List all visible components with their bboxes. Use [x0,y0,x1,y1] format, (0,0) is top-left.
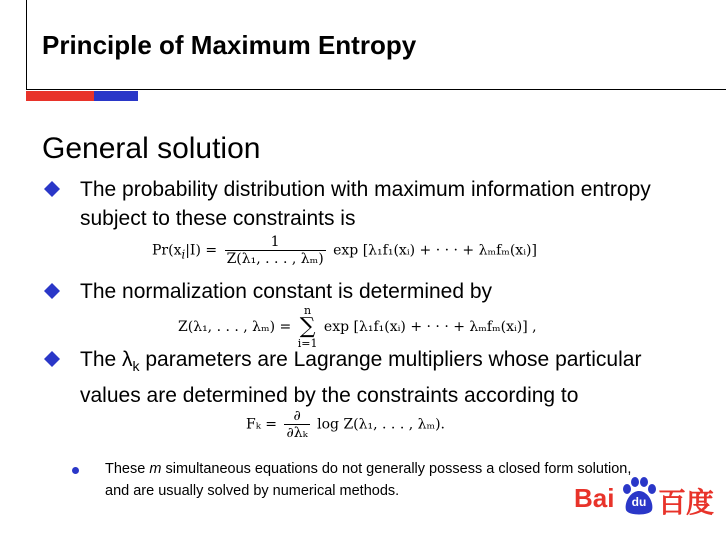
eq2-lhs: Z(λ₁, . . . , λₘ) = [178,319,292,335]
sum-lower: i=1 [297,337,318,350]
title-accent-blue [94,91,138,101]
logo-text-du: du [631,495,647,509]
eq1-numerator: 1 [225,234,326,251]
eq3-numerator: ∂ [284,408,309,425]
eq2-rhs: exp [λ₁f₁(xᵢ) + · · · + λₘfₘ(xᵢ)] , [323,319,537,335]
section-heading: General solution [42,132,261,165]
summation-symbol: n ∑ i=1 [297,304,318,350]
sub-bullet-em: m [149,461,162,477]
diamond-bullet-icon [44,181,60,197]
diamond-bullet-icon [44,351,60,367]
eq3-rhs: log Z(λ₁, . . . , λₘ). [317,416,446,433]
sub-bullet-text [105,458,635,502]
bullet-3-post: parameters are Lagrange multipliers whose particular values are determined by the constraints according to [80,348,642,408]
sub-bullet-pre: These [105,461,150,477]
eq1-rhs: exp [λ₁f₁(xᵢ) + · · · + λₘfₘ(xᵢ)] [333,242,537,259]
baidu-logo [574,475,722,521]
bullet-3-pre: The λ [80,348,133,371]
bullet-text-2: The normalization constant is determined by [80,280,493,303]
eq3-lhs: Fₖ = [246,416,278,433]
sub-bullet-post: simultaneous equations do not generally possess a closed form solution, and are usually solved by numerical methods. [105,461,632,499]
equation-constraint [246,408,445,441]
diamond-bullet-icon [44,283,60,299]
dot-bullet-icon [72,467,79,474]
eq1-denominator: Z(λ₁, . . . , λₘ) [226,251,324,267]
equation-normalization [178,305,537,349]
bullet-3-sub: k [132,358,140,375]
slide-title: Principle of Maximum Entropy [42,30,417,60]
eq1-lhs: Pr(x [152,242,182,259]
eq3-fraction [284,408,309,441]
sum-upper: n [304,304,312,317]
logo-text-cn: 百度 [658,487,715,518]
title-accent-red [26,91,94,101]
eq3-denominator: ∂λₖ [286,425,308,441]
eq1-fraction [225,234,326,267]
bullet-text-1: The probability distribution with maximum information entropy subject to these constraints is [80,178,651,230]
equation-probability: $Pr(x_i|I)$ = $\frac{1}{\text{Z(λ₁, . . . , λₘ)}}$ exp [λ₁f₁(xᵢ) + · · · + λₘfₘ(xᵢ)] [152,234,537,267]
eq1-mid: |I) = [185,242,218,259]
logo-text-bai: Bai [574,483,615,513]
bullet-text-3 [80,345,680,410]
